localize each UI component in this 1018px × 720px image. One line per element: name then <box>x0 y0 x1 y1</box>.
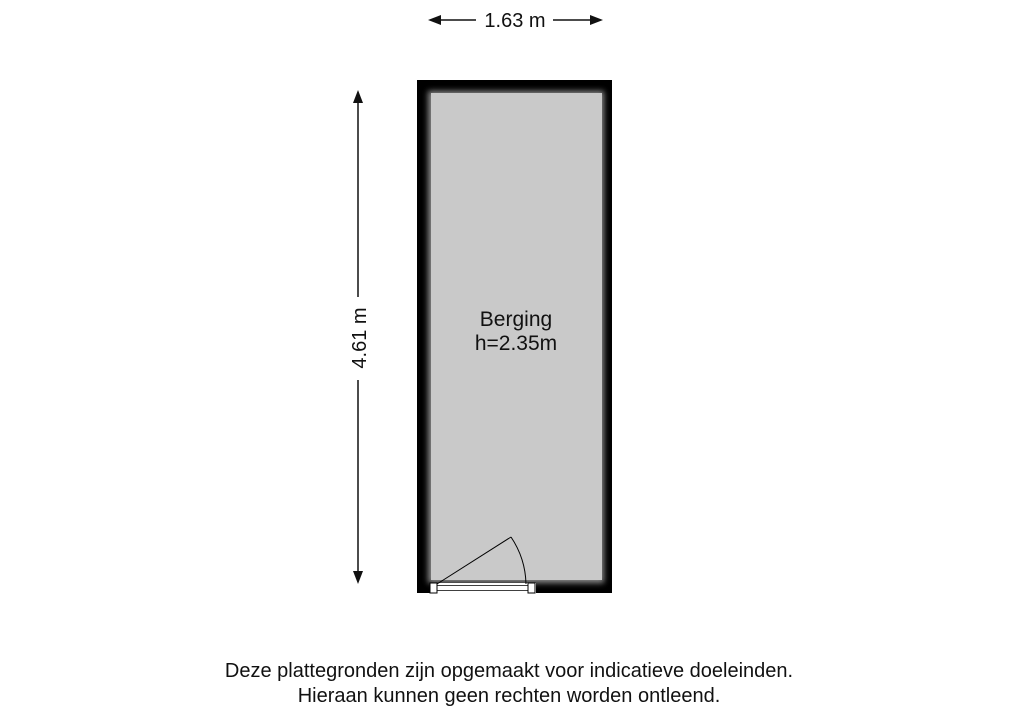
height-dimension <box>349 90 371 584</box>
height-dimension-label: 4.61 m <box>349 307 371 369</box>
door-opening <box>430 583 536 593</box>
width-arrow-right <box>590 15 603 25</box>
disclaimer-line-1: Deze plattegronden zijn opgemaakt voor indicatieve doeleinden. <box>224 660 794 682</box>
height-arrow-top <box>353 90 363 103</box>
room-height: h=2.35m <box>474 332 558 355</box>
width-arrow-left <box>428 15 441 25</box>
room-name: Berging <box>479 308 553 331</box>
height-arrow-bottom <box>353 571 363 584</box>
door-jamb-left <box>430 583 437 593</box>
width-dimension-label: 1.63 m <box>484 10 546 32</box>
door-jamb-right <box>528 583 535 593</box>
room-berging <box>417 80 612 593</box>
disclaimer-line-2: Hieraan kunnen geen rechten worden ontleend. <box>297 685 721 707</box>
width-dimension <box>428 10 603 32</box>
